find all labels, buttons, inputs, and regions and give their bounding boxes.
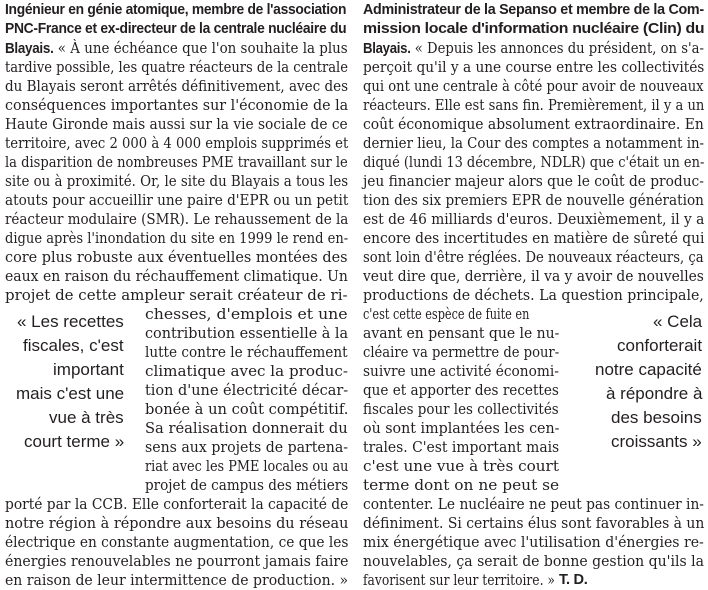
- body-line: tion d'une électricité décar-: [145, 382, 349, 399]
- lead-text: « Depuis les annonces du président, on s'a-: [410, 40, 704, 57]
- body-line: climatique avec la produc-: [145, 363, 348, 380]
- pull-quote-line: important: [53, 360, 124, 379]
- body-line: tardive possible, les quatre réacteurs de la centrale: [5, 59, 348, 76]
- body-line: électrique en constante augmentation, ce que les: [5, 534, 349, 551]
- pull-quote-line: conforterait: [617, 336, 703, 355]
- body-line: avant en pensant que le nu-: [363, 325, 560, 342]
- byline-heading: PNC-France et ex-directeur de la centrale nucléaire du: [5, 21, 347, 37]
- pull-quote-line: « Les recettes: [17, 312, 124, 331]
- body-line: core plus robuste aux éventuelles montées des: [5, 249, 348, 266]
- author-signature: T. D.: [559, 572, 588, 588]
- byline-heading: Ingénieur en génie atomique, membre de l'association: [5, 2, 347, 18]
- body-line: Sa réalisation donnerait du: [145, 420, 348, 437]
- body-line: diqué (lundi 13 décembre, NDLR) que c'était un en-: [363, 154, 705, 171]
- byline-heading: mission locale d'information nucléaire (Clin) du: [363, 21, 705, 37]
- body-line: cléaire va permettre de pour-: [363, 344, 560, 361]
- heading-tail: Blayais.: [5, 41, 54, 57]
- body-line: Haute Gironde mais aussi sur la vie sociale de ce: [5, 116, 348, 133]
- pull-quote-line: vue à très: [49, 408, 124, 427]
- body-line: projet de cette ampleur serait créateur de ri-: [5, 287, 348, 304]
- body-line: digue après l'inondation du site en 1999 le rend en-: [5, 230, 349, 247]
- pull-quote-line: notre capacité: [595, 360, 702, 379]
- body-line: réacteur modulaire (SMR). Le rehaussement de la: [5, 211, 349, 228]
- pull-quote-line: à répondre à: [606, 384, 703, 403]
- body-line: dernier lieu, la Cour des comptes a notamment in-: [363, 135, 705, 152]
- heading-tail: Blayais.: [363, 41, 411, 57]
- body-line: est de 46 milliards d'euros. Deuxièmement, il y a: [363, 211, 705, 228]
- body-line: riat avec les PME locales ou au: [145, 458, 349, 475]
- body-line: site ou à proximité. Or, le site du Blayais a tous les: [5, 173, 349, 190]
- pull-quote-line: croissants »: [611, 432, 702, 451]
- body-line: jeu financier majeur alors que le coût de produc-: [363, 173, 704, 190]
- body-line: où sont implantées les cen-: [363, 420, 560, 437]
- body-line: trales. C'est important mais: [363, 439, 560, 456]
- pull-quote-line: fiscales, c'est: [23, 336, 124, 355]
- body-line: perçoit qu'il y a une course entre les collectivités: [363, 59, 705, 76]
- pull-quote-line: court terme »: [24, 432, 125, 451]
- body-line: réacteurs. Elle est sans fin. Premièrement, il y a un: [363, 97, 705, 114]
- body-line: la disparition de nombreuses PME travaillant sur le: [5, 154, 348, 171]
- body-line: eaux en raison du réchauffement climatique. Un: [5, 268, 348, 285]
- pull-quote-line: des besoins: [611, 408, 702, 427]
- heading-and-lead-line: [363, 39, 704, 59]
- body-line: suivre une activité économi-: [363, 363, 559, 380]
- body-line: qui ont une centrale à côté pour avoir de nouveaux: [363, 78, 704, 95]
- body-line: tion des six premiers EPR de nouvelle génération: [363, 192, 704, 209]
- pull-quote-line: « Cela: [653, 312, 703, 331]
- body-line: encore des incertitudes en matière de sûreté qui: [363, 230, 705, 247]
- body-line: atouts pour accueillir une paire d'EPR ou un petit: [5, 192, 349, 209]
- body-line: porté par la CCB. Elle conforterait la capacité de: [5, 496, 349, 513]
- body-line: mix énergétique avec l'utilisation d'énergies re-: [363, 534, 704, 551]
- body-line: sens aux projets de partena-: [145, 439, 349, 456]
- body-line: sont loin d'être réglées. De nouveaux réacteurs, ça: [363, 249, 704, 266]
- body-line: énergies renouvelables ne pourront jamais faire: [5, 553, 349, 570]
- body-line: bonée à un coût compétitif.: [145, 401, 349, 418]
- byline-heading: Administrateur de la Sepanso et membre de la Com-: [363, 2, 704, 18]
- body-line: terme dont on ne peut se: [363, 477, 560, 494]
- heading-and-lead-line: [5, 39, 348, 59]
- body-line: c'est une vue à très court: [363, 458, 559, 475]
- body-line: conséquences importantes sur l'économie de la: [5, 97, 349, 114]
- body-line: lutte contre le réchauffement: [145, 344, 348, 361]
- body-line: contenter. Le nucléaire ne peut pas continuer in-: [363, 496, 704, 513]
- body-line: en raison de leur intermittence de production. »: [5, 572, 349, 589]
- body-line: veut dire que, derrière, il va y avoir de nouvelles: [363, 268, 704, 285]
- lead-text: « À une échéance que l'on souhaite la plus: [53, 40, 348, 57]
- body-line: chesses, d'emplois et une: [145, 306, 348, 323]
- pull-quote-line: mais c'est une: [16, 384, 125, 403]
- body-line: que et apporter des recettes: [363, 382, 559, 399]
- body-line: coût économique absolument extraordinaire. En: [363, 116, 704, 133]
- body-line: nouvelables, ça serait de bonne gestion qu'ils la: [363, 553, 704, 570]
- body-line: productions de déchets. La question principale,: [363, 287, 704, 304]
- body-line: du Blayais seront arrêtés définitivement, avec des: [5, 78, 348, 95]
- body-line: favorisent sur leur territoire. »: [363, 572, 555, 589]
- body-line: fiscales pour les collectivités: [363, 401, 559, 418]
- body-line: territoire, avec 2 000 à 4 000 emplois supprimés et: [5, 135, 349, 152]
- body-line: notre région à répondre aux besoins du réseau: [5, 515, 349, 532]
- body-line: définiment. Si certains élus sont favorables à un: [363, 515, 705, 532]
- body-line: c'est cette espèce de fuite en: [363, 306, 530, 323]
- body-line: projet de campus des métiers: [145, 477, 349, 494]
- body-line: contribution essentielle à la: [145, 325, 349, 342]
